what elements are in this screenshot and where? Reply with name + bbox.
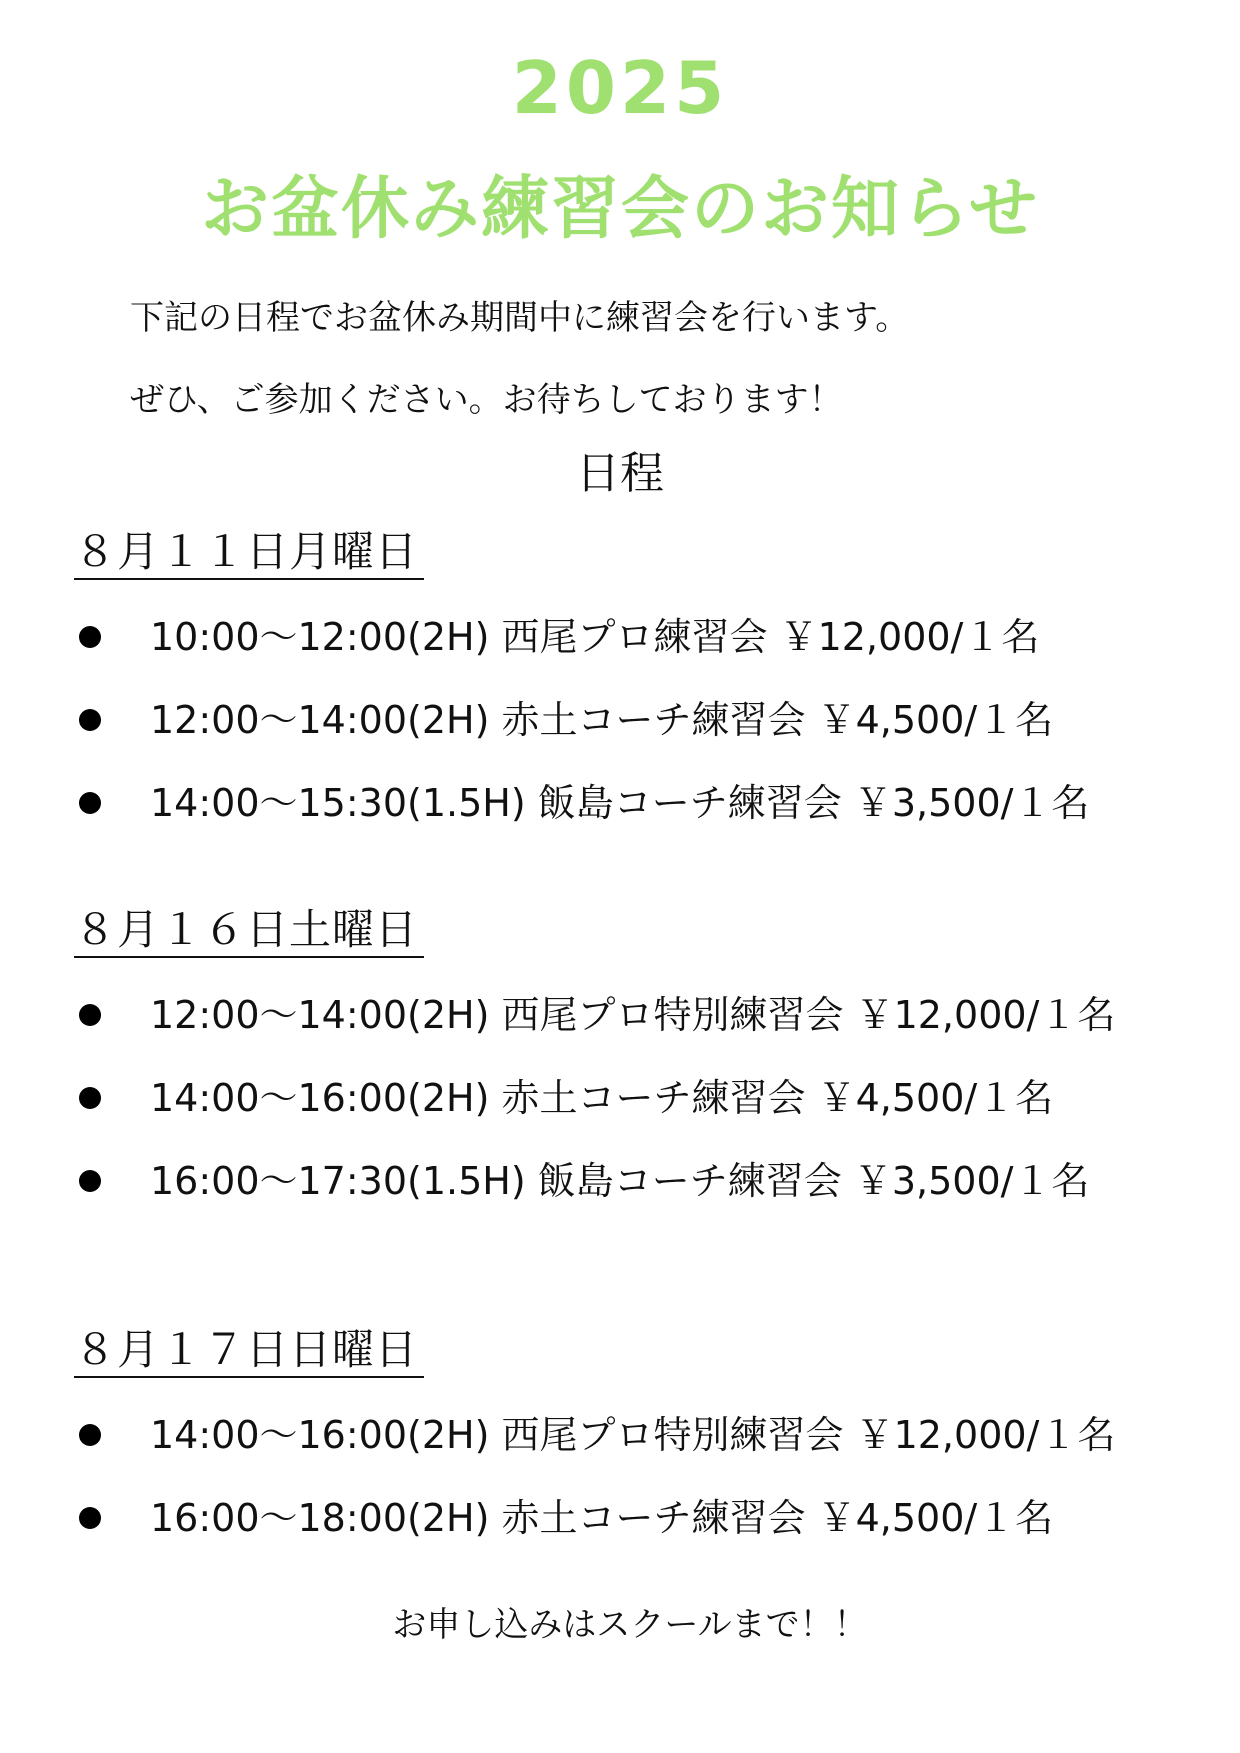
session-item [74, 990, 1115, 1040]
title-year: 2025 [511, 46, 729, 130]
day-heading [74, 526, 424, 580]
session-item [74, 1073, 1053, 1123]
footer-note: お申し込みはスクールまで！！ [392, 1605, 868, 1645]
session-text: 16:00～18:00(2H) 赤土コーチ練習会 ￥4,500/１名 [150, 1496, 1054, 1540]
session-item [74, 1156, 1089, 1206]
bullet-icon [79, 1004, 101, 1026]
bullet-icon [79, 792, 101, 814]
day-date: ８月１１日月曜日 [74, 526, 424, 580]
session-item [74, 1410, 1115, 1460]
day-date: ８月１７日日曜日 [74, 1324, 424, 1378]
bullet-icon [79, 1507, 101, 1529]
bullet-icon [79, 626, 101, 648]
intro-line-1: 下記の日程でお盆休み期間中に練習会を行います。 [130, 298, 910, 338]
bullet-icon [79, 1170, 101, 1192]
intro-line-2: ぜひ、ご参加ください。お待ちしております！ [130, 380, 843, 420]
session-text: 12:00～14:00(2H) 赤土コーチ練習会 ￥4,500/１名 [150, 698, 1054, 742]
session-item [74, 1493, 1053, 1543]
session-item [74, 612, 1039, 662]
session-text: 14:00～16:00(2H) 赤土コーチ練習会 ￥4,500/１名 [150, 1076, 1054, 1120]
day-date: ８月１６日土曜日 [74, 904, 424, 958]
session-item [74, 778, 1089, 828]
session-text: 12:00～14:00(2H) 西尾プロ特別練習会 ￥12,000/１名 [150, 993, 1116, 1037]
page-title: お盆休み練習会のお知らせ [201, 170, 1039, 249]
session-text: 16:00～17:30(1.5H) 飯島コーチ練習会 ￥3,500/１名 [150, 1159, 1090, 1203]
session-text: 14:00～16:00(2H) 西尾プロ特別練習会 ￥12,000/１名 [150, 1413, 1116, 1457]
bullet-icon [79, 709, 101, 731]
session-text: 14:00～15:30(1.5H) 飯島コーチ練習会 ￥3,500/１名 [150, 781, 1090, 825]
schedule-heading: 日程 [576, 448, 664, 499]
day-heading [74, 1324, 424, 1378]
bullet-icon [79, 1424, 101, 1446]
session-text: 10:00～12:00(2H) 西尾プロ練習会 ￥12,000/１名 [150, 615, 1040, 659]
day-heading [74, 904, 424, 958]
session-item [74, 695, 1053, 745]
bullet-icon [79, 1087, 101, 1109]
